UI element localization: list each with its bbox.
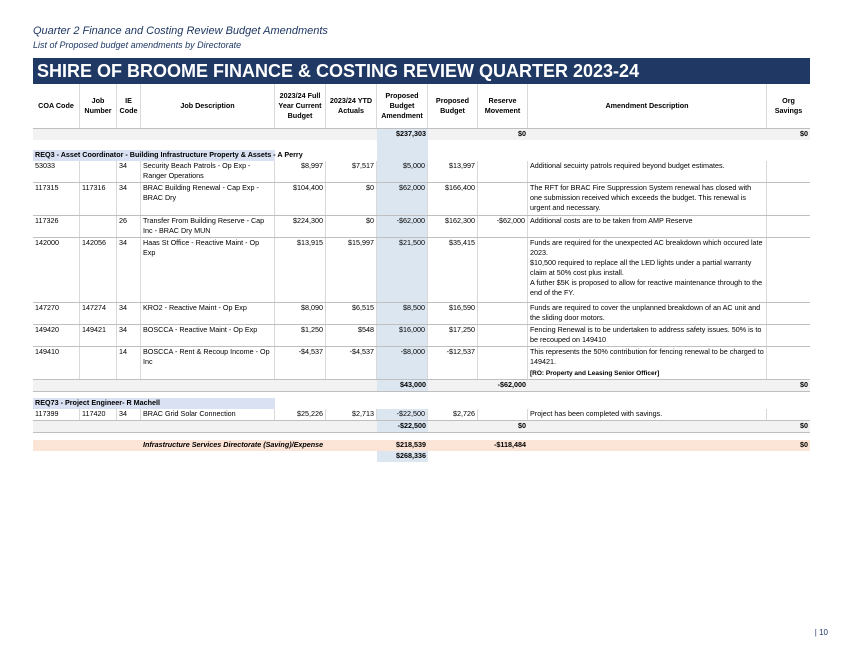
cell-org — [767, 347, 810, 379]
cell-coa: 117326 — [33, 216, 80, 237]
cell-full: $1,250 — [275, 325, 326, 346]
cell-full: $13,915 — [275, 238, 326, 302]
cell-coa: 147270 — [33, 303, 80, 324]
spacer-row — [33, 140, 810, 150]
table-row — [33, 161, 810, 183]
cell-org — [767, 303, 810, 324]
section-header — [33, 150, 810, 161]
section2-title: REQ73 - Project Engineer- R Machell — [33, 398, 275, 409]
doc-title: Quarter 2 Finance and Costing Review Budget Amendments — [33, 25, 328, 37]
cell-coa: 142000 — [33, 238, 80, 302]
final-total-row — [33, 451, 810, 462]
cell-org — [767, 216, 810, 237]
final-total: $268,336 — [377, 451, 428, 462]
cell-desc: BOSCCA - Rent & Recoup Income - Op Inc — [141, 347, 275, 379]
cell-job — [80, 216, 117, 237]
cell-amend: -$62,000 — [377, 216, 428, 237]
cell-coa: 117399 — [33, 409, 80, 420]
section1-title: REQ3 - Asset Coordinator - Building Infrastructure Property & Assets - A Perry — [35, 150, 303, 159]
cell-desc: Haas St Office - Reactive Maint - Op Exp — [141, 238, 275, 302]
table-row — [33, 303, 810, 325]
cell-ytd: $6,515 — [326, 303, 377, 324]
cell-amend: $16,000 — [377, 325, 428, 346]
cell-job: 117316 — [80, 183, 117, 215]
cell-ie: 34 — [117, 303, 141, 324]
cell-reserve — [478, 409, 528, 420]
opening-reserve: $0 — [518, 129, 526, 138]
col-desc: Job Description — [141, 84, 275, 128]
cell-adesc: This represents the 50% contribution for fencing renewal to be charged to 149421. [RO: Property and Leasing Senior Officer] — [528, 347, 767, 379]
section1-total-org: $0 — [800, 380, 808, 389]
col-coa: COA Code — [33, 84, 80, 128]
cell-job: 147274 — [80, 303, 117, 324]
cell-job — [80, 161, 117, 182]
cell-org — [767, 325, 810, 346]
summary-org: $0 — [800, 440, 808, 449]
cell-amend: $5,000 — [377, 161, 428, 182]
cell-amend: -$22,500 — [377, 409, 428, 420]
banner-title: SHIRE OF BROOME FINANCE & COSTING REVIEW QUARTER 2023-24 — [33, 58, 810, 84]
cell-budget: $13,997 — [428, 161, 478, 182]
cell-ie: 34 — [117, 325, 141, 346]
cell-coa: 149420 — [33, 325, 80, 346]
section2-total-org: $0 — [800, 421, 808, 430]
cell-full: $25,226 — [275, 409, 326, 420]
cell-ie: 34 — [117, 238, 141, 302]
cell-desc: Transfer From Building Reserve - Cap Inc - BRAC Dry MUN — [141, 216, 275, 237]
cell-amend: $21,500 — [377, 238, 428, 302]
cell-full: $8,090 — [275, 303, 326, 324]
amend-shade — [377, 150, 428, 161]
col-proposed-budget: Proposed Budget — [428, 84, 478, 128]
page-number: | 10 — [814, 628, 828, 637]
cell-job: 149421 — [80, 325, 117, 346]
cell-budget: $17,250 — [428, 325, 478, 346]
cell-desc: KRO2 - Reactive Maint - Op Exp — [141, 303, 275, 324]
cell-full: $104,400 — [275, 183, 326, 215]
cell-ytd: $548 — [326, 325, 377, 346]
cell-adesc: The RFT for BRAC Fire Suppression System renewal has closed with one submission received which exceeds the budget. This renewal is urgent and necessary. — [528, 183, 767, 215]
cell-full: $8,997 — [275, 161, 326, 182]
section2-totals-row — [33, 421, 810, 433]
cell-coa: 53033 — [33, 161, 80, 182]
col-job: Job Number — [80, 84, 117, 128]
cell-ytd: $0 — [326, 183, 377, 215]
cell-budget: -$12,537 — [428, 347, 478, 379]
cell-org — [767, 183, 810, 215]
col-proposed-amend: Proposed Budget Amendment — [377, 84, 428, 128]
summary-row — [33, 440, 810, 451]
table-header — [33, 84, 810, 129]
table-row — [33, 347, 810, 380]
cell-ytd: $2,713 — [326, 409, 377, 420]
cell-budget: $2,726 — [428, 409, 478, 420]
cell-adesc: Funds are required to cover the unplanned breakdown of an AC unit and the sliding door motors. — [528, 303, 767, 324]
col-amend-desc: Amendment Description — [528, 84, 767, 128]
section1-totals-row — [33, 380, 810, 392]
doc-subtitle: List of Proposed budget amendments by Directorate — [33, 40, 242, 50]
col-ie: IE Code — [117, 84, 141, 128]
cell-budget: $166,400 — [428, 183, 478, 215]
opening-totals-row — [33, 129, 810, 140]
section1-total-reserve: -$62,000 — [497, 380, 526, 389]
cell-ytd: -$4,537 — [326, 347, 377, 379]
cell-ytd: $15,997 — [326, 238, 377, 302]
cell-full: $224,300 — [275, 216, 326, 237]
cell-desc: BRAC Building Renewal - Cap Exp - BRAC Dry — [141, 183, 275, 215]
cell-reserve — [478, 161, 528, 182]
cell-adesc: Project has been completed with savings. — [528, 409, 767, 420]
cell-reserve — [478, 238, 528, 302]
summary-label: Infrastructure Services Directorate (Saving)/Expense — [143, 440, 324, 449]
opening-amend: $237,303 — [377, 129, 428, 140]
summary-amend: $218,539 — [396, 440, 426, 449]
cell-ie: 14 — [117, 347, 141, 379]
col-ytd: 2023/24 YTD Actuals — [326, 84, 377, 128]
cell-budget: $16,590 — [428, 303, 478, 324]
table-row — [33, 238, 810, 303]
cell-org — [767, 161, 810, 182]
cell-full: -$4,537 — [275, 347, 326, 379]
cell-desc: Security Beach Patrols - Op Exp - Ranger Operations — [141, 161, 275, 182]
spacer-row — [33, 433, 810, 440]
cell-budget: $35,415 — [428, 238, 478, 302]
cell-adesc: Additional secuirty patrols required beyond budget estimates. — [528, 161, 767, 182]
cell-desc: BOSCCA - Reactive Maint - Op Exp — [141, 325, 275, 346]
summary-reserve: -$118,484 — [494, 440, 526, 449]
cell-ie: 34 — [117, 409, 141, 420]
cell-desc: BRAC Grid Solar Connection — [141, 409, 275, 420]
cell-reserve — [478, 183, 528, 215]
cell-amend: -$8,000 — [377, 347, 428, 379]
col-org-savings: Org Savings — [774, 96, 803, 115]
cell-job: 142056 — [80, 238, 117, 302]
col-full-year: 2023/24 Full Year Current Budget — [275, 84, 326, 128]
table-row — [33, 216, 810, 238]
section2-total-reserve: $0 — [518, 421, 526, 430]
cell-ie: 34 — [117, 183, 141, 215]
cell-budget: $162,300 — [428, 216, 478, 237]
cell-reserve — [478, 325, 528, 346]
cell-amend: $8,500 — [377, 303, 428, 324]
cell-adesc: Funds are required for the unexpected AC breakdown which occured late 2023. $10,500 required to replace all the LED lights under a partial warranty claim at 50% cost plus install. A futher $5K is proposed to allow for reactive maintenance through to the end of the FY. — [528, 238, 767, 302]
cell-adesc: Additional costs are to be taken from AMP Reserve — [528, 216, 767, 237]
opening-org: $0 — [800, 129, 808, 138]
cell-ie: 34 — [117, 161, 141, 182]
budget-table — [33, 84, 810, 462]
col-reserve: Reserve Movement — [478, 84, 528, 128]
cell-coa: 149410 — [33, 347, 80, 379]
cell-job: 117420 — [80, 409, 117, 420]
cell-reserve — [478, 347, 528, 379]
cell-coa: 117315 — [33, 183, 80, 215]
table-row — [33, 183, 810, 216]
cell-job — [80, 347, 117, 379]
cell-ie: 26 — [117, 216, 141, 237]
cell-reserve: -$62,000 — [478, 216, 528, 237]
cell-ytd: $0 — [326, 216, 377, 237]
amend-shade — [377, 140, 428, 150]
section-header — [33, 398, 810, 409]
cell-note: [RO: Property and Leasing Senior Officer] — [530, 370, 660, 377]
cell-org — [767, 238, 810, 302]
table-row — [33, 325, 810, 347]
cell-adesc: Fencing Renewal is to be undertaken to address safety issues. 50% is to be recouped on 149410 — [528, 325, 767, 346]
cell-org — [767, 409, 810, 420]
cell-ytd: $7,517 — [326, 161, 377, 182]
section2-total-amend: -$22,500 — [377, 421, 428, 432]
cell-reserve — [478, 303, 528, 324]
cell-amend: $62,000 — [377, 183, 428, 215]
section1-total-amend: $43,000 — [377, 380, 428, 391]
table-row — [33, 409, 810, 421]
